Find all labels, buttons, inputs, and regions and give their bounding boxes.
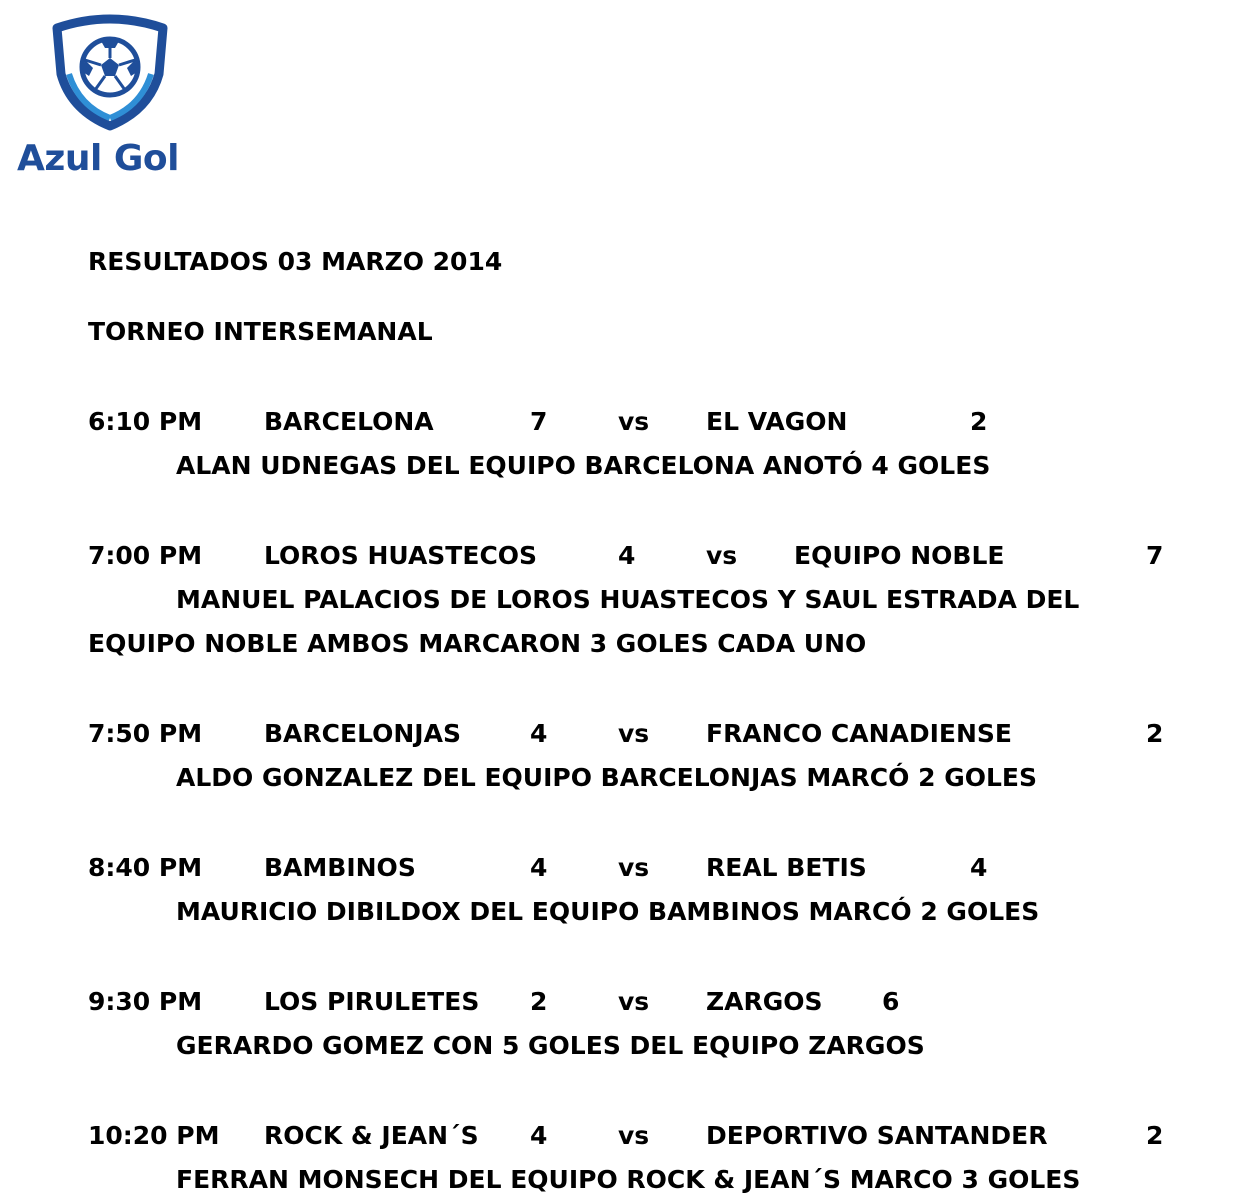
score-away: 2	[970, 407, 988, 436]
match-block	[88, 980, 1208, 1068]
team-home: BAMBINOS	[264, 853, 416, 882]
team-away: ZARGOS	[706, 987, 823, 1016]
match-time: 7:50 PM	[88, 719, 203, 748]
score-home: 4	[530, 1121, 548, 1150]
score-away: 2	[1146, 1121, 1164, 1150]
score-home: 4	[530, 853, 548, 882]
match-note: MANUEL PALACIOS DE LOROS HUASTECOS Y SAUL ESTRADA DEL	[176, 585, 1080, 614]
soccer-ball-shield-icon	[49, 14, 171, 132]
azul-gol-logo	[14, 14, 194, 184]
score-away: 2	[1146, 719, 1164, 748]
match-time: 6:10 PM	[88, 407, 203, 436]
team-home: ROCK & JEAN´S	[264, 1121, 479, 1150]
team-home: LOROS HUASTECOS	[264, 541, 538, 570]
vs-label: vs	[618, 407, 650, 436]
match-note: GERARDO GOMEZ CON 5 GOLES DEL EQUIPO ZARGOS	[176, 1031, 925, 1060]
match-block	[88, 400, 1208, 488]
team-away: EQUIPO NOBLE	[794, 541, 1005, 570]
tournament-name: TORNEO INTERSEMANAL	[88, 317, 433, 346]
page-title: RESULTADOS 03 MARZO 2014	[88, 247, 503, 276]
match-line	[88, 980, 1208, 1024]
match-note-continued: EQUIPO NOBLE AMBOS MARCARON 3 GOLES CADA UNO	[88, 629, 867, 658]
score-away: 7	[1146, 541, 1164, 570]
match-time: 7:00 PM	[88, 541, 203, 570]
match-block	[88, 534, 1208, 666]
match-line	[88, 1114, 1208, 1158]
match-line	[88, 712, 1208, 756]
vs-label: vs	[706, 541, 738, 570]
match-block	[88, 846, 1208, 934]
vs-label: vs	[618, 719, 650, 748]
vs-label: vs	[618, 987, 650, 1016]
score-away: 6	[882, 987, 900, 1016]
team-away: FRANCO CANADIENSE	[706, 719, 1013, 748]
team-home: BARCELONJAS	[264, 719, 461, 748]
score-home: 2	[530, 987, 548, 1016]
match-note: FERRAN MONSECH DEL EQUIPO ROCK & JEAN´S MARCO 3 GOLES	[176, 1165, 1081, 1194]
match-time: 9:30 PM	[88, 987, 203, 1016]
team-away: EL VAGON	[706, 407, 848, 436]
team-home: LOS PIRULETES	[264, 987, 480, 1016]
match-block	[88, 712, 1208, 800]
match-block	[88, 1114, 1208, 1202]
match-note: MAURICIO DIBILDOX DEL EQUIPO BAMBINOS MARCÓ 2 GOLES	[176, 897, 1040, 926]
team-home: BARCELONA	[264, 407, 434, 436]
brand-name: Azul Gol	[17, 138, 179, 179]
match-line	[88, 534, 1208, 578]
results-document	[88, 240, 1208, 1202]
score-home: 4	[618, 541, 636, 570]
match-line	[88, 400, 1208, 444]
score-home: 7	[530, 407, 548, 436]
match-note: ALDO GONZALEZ DEL EQUIPO BARCELONJAS MARCÓ 2 GOLES	[176, 763, 1037, 792]
match-time: 8:40 PM	[88, 853, 203, 882]
score-away: 4	[970, 853, 988, 882]
match-time: 10:20 PM	[88, 1121, 220, 1150]
team-away: REAL BETIS	[706, 853, 867, 882]
score-home: 4	[530, 719, 548, 748]
match-note: ALAN UDNEGAS DEL EQUIPO BARCELONA ANOTÓ 4 GOLES	[176, 451, 991, 480]
team-away: DEPORTIVO SANTANDER	[706, 1121, 1048, 1150]
match-line	[88, 846, 1208, 890]
vs-label: vs	[618, 1121, 650, 1150]
vs-label: vs	[618, 853, 650, 882]
